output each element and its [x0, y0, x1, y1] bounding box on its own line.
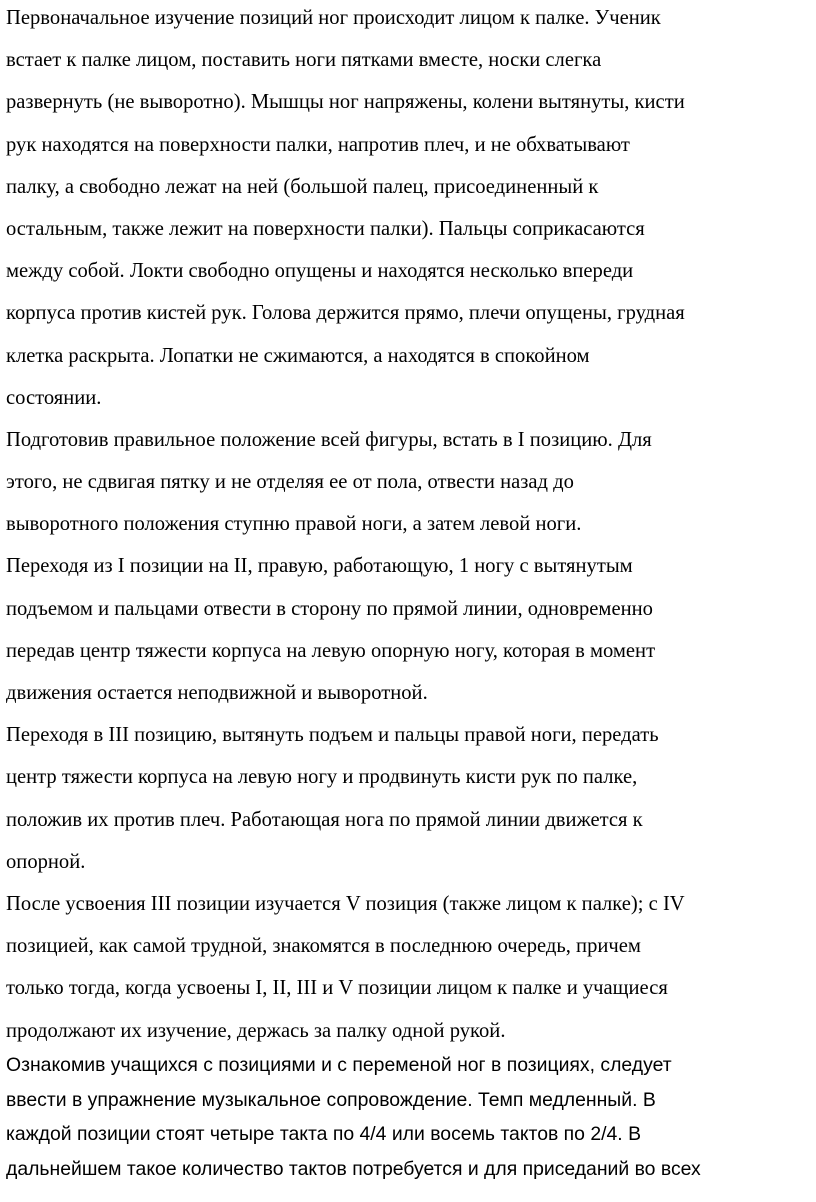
- text-line: положив их против плеч. Работающая нога по прямой линии движется к: [6, 808, 643, 831]
- text-line: остальным, также лежит на поверхности палки). Пальцы соприкасаются: [6, 217, 645, 240]
- paragraph-music-accompaniment: [0, 1048, 701, 1186]
- text-line: Ознакомив учащихся с позициями и с переменой ног в позициях, следует: [6, 1054, 672, 1076]
- text-line: дальнейшем такое количество тактов потребуется и для приседаний во всех: [6, 1157, 701, 1180]
- text-line: клетка раскрыта. Лопатки не сжимаются, а находятся в спокойном: [6, 344, 590, 367]
- text-line: передав центр тяжести корпуса на левую опорную ногу, которая в момент: [6, 639, 656, 662]
- text-line: опорной.: [6, 850, 86, 873]
- text-line: Переходя в III позицию, вытянуть подъем и пальцы правой ноги, передать: [6, 724, 659, 747]
- text-line: состоянии.: [6, 386, 102, 409]
- text-line: ввести в упражнение музыкальное сопровождение. Темп медленный. В: [6, 1088, 656, 1111]
- text-line: этого, не сдвигая пятку и не отделяя ее от пола, отвести назад до: [6, 471, 574, 494]
- paragraph-fifth-position: [0, 883, 814, 1052]
- text-line: только тогда, когда усвоены I, II, III и V позиции лицом к палке и учащиеся: [6, 977, 668, 1000]
- text-line: каждой позиции стоят четыре такта по 4/4 или восемь тактов по 2/4. В: [6, 1123, 642, 1145]
- text-line: между собой. Локти свободно опущены и находятся несколько впереди: [6, 260, 634, 283]
- text-line: рук находятся на поверхности палки, напротив плеч, и не обхватывают: [6, 133, 630, 156]
- text-line: выворотного положения ступню правой ноги, а затем левой ноги.: [6, 513, 582, 536]
- text-line: После усвоения III позиции изучается V позиция (также лицом к палке); с IV: [6, 892, 685, 915]
- text-line: центр тяжести корпуса на левую ногу и продвинуть кисти рук по палке,: [6, 766, 638, 789]
- text-line: развернуть (не выворотно). Мышцы ног напряжены, колени вытянуты, кисти: [6, 91, 685, 114]
- text-line: движения остается неподвижной и выворотной.: [6, 682, 428, 704]
- text-line: позицией, как самой трудной, знакомятся в последнюю очередь, причем: [6, 935, 641, 958]
- paragraph-initial-position: [0, 0, 814, 419]
- text-line: палку, а свободно лежат на ней (большой палец, присоединенный к: [6, 175, 599, 198]
- text-line: корпуса против кистей рук. Голова держится прямо, плечи опущены, грудная: [6, 302, 685, 325]
- paragraph-third-position: [0, 714, 814, 883]
- text-line: Подготовив правильное положение всей фигуры, встать в I позицию. Для: [6, 428, 652, 451]
- paragraph-first-position: [0, 419, 814, 546]
- paragraph-second-position: [0, 545, 814, 714]
- text-line: подъемом и пальцами отвести в сторону по прямой линии, одновременно: [6, 597, 653, 620]
- text-line: продолжают их изучение, держась за палку одной рукой.: [6, 1019, 506, 1042]
- text-line: Первоначальное изучение позиций ног происходит лицом к палке. Ученик: [6, 7, 661, 29]
- text-line: Переходя из I позиции на II, правую, работающую, 1 ногу с вытянутым: [6, 555, 633, 578]
- text-line: встает к палке лицом, поставить ноги пятками вместе, носки слегка: [6, 49, 602, 72]
